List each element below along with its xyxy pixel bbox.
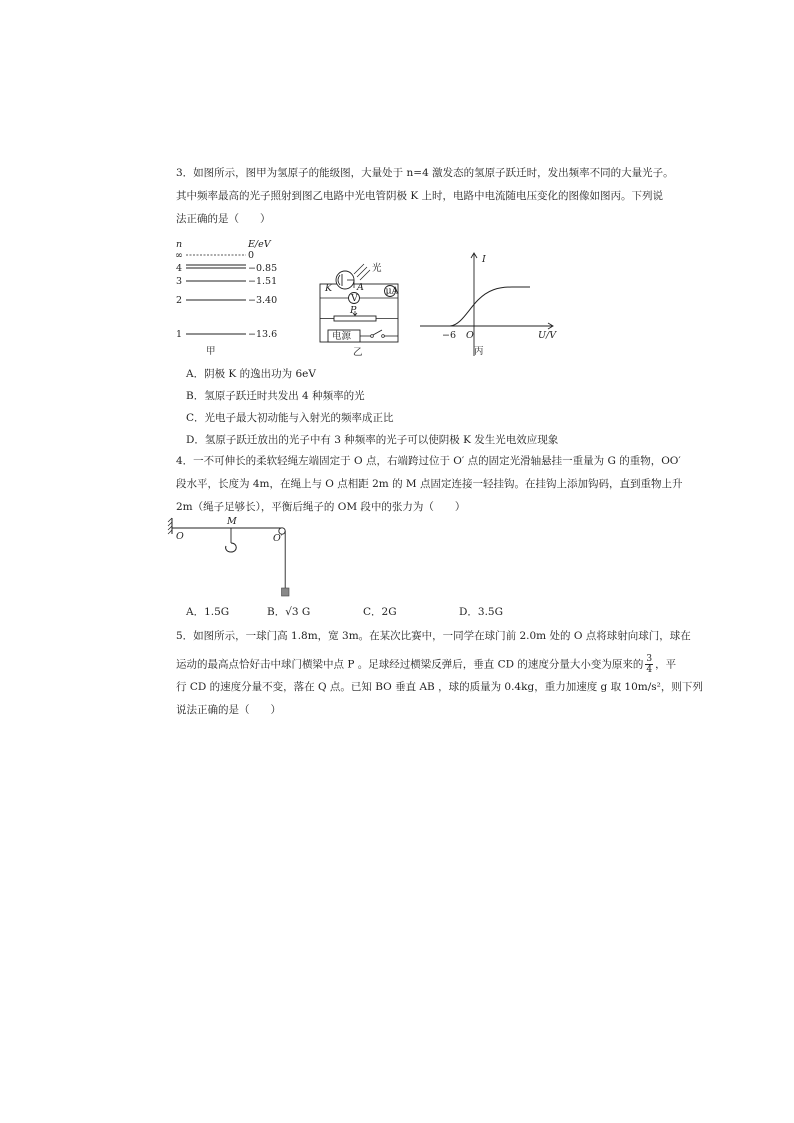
q4-line-2: 段水平，长度为 4m，在绳上与 O 点相距 2m 的 M 点固定连接一轻挂钩。在挂钩上添加钩码，直到重物上升 <box>176 478 683 490</box>
q4-option-a[interactable]: A．1.5G <box>186 606 230 618</box>
point-o-prime-label: O′ <box>273 533 283 544</box>
level-n-label: 1 <box>176 329 183 340</box>
q5-line-1: 5．如图所示，一球门高 1.8m，宽 3m。在某次比赛中，一同学在球门前 2.0m 处的 O 点将球射向球门，球在 <box>176 630 691 642</box>
q3-line-3: 法正确的是（ ） <box>176 213 271 225</box>
point-m-label: M <box>227 516 237 527</box>
q4-line-1: 4．一不可伸长的柔软轻绳左端固定于 O 点，右端跨过位于 O′ 点的固定光滑轴悬挂一重量为 G 的重物，OO′ <box>176 455 681 467</box>
tick-label: −6 <box>442 330 457 341</box>
q3-line-1: 3．如图所示，图甲为氢原子的能级图，大量处于 n=4 激发态的氢原子跃迁时，发出频率不同的大量光子。 <box>176 167 674 179</box>
anode-label: A <box>357 282 364 293</box>
slider-label: P <box>350 305 357 316</box>
q3-option-c[interactable]: C．光电子最大初动能与入射光的频率成正比 <box>186 412 394 424</box>
microammeter-label: μA <box>385 285 399 297</box>
switch-icon <box>373 330 382 335</box>
energy-axis-label: E/eV <box>248 239 271 250</box>
y-axis-label: I <box>482 254 486 265</box>
q5-line-3: 行 CD 的速度分量不变，落在 Q 点。已知 BO 垂直 AB ，球的质量为 0.4kg，重力加速度 g 取 10m/s²，则下列 <box>176 681 703 693</box>
light-label: 光 <box>372 263 382 274</box>
q4-option-d[interactable]: D．3.5G <box>459 606 504 618</box>
n-axis-label: n <box>176 239 183 250</box>
fraction-three-quarters <box>645 654 653 675</box>
point-o-label: O <box>176 531 184 542</box>
q4-line-3: 2m（绳子足够长），平衡后绳子的 OM 段中的张力为（ ） <box>176 501 466 513</box>
level-energy-label: 0 <box>248 250 255 261</box>
level-n-label: 3 <box>176 276 183 287</box>
q5-line-4: 说法正确的是（ ） <box>176 704 281 716</box>
q4-option-c[interactable]: C．2G <box>363 606 397 618</box>
level-n-label: 2 <box>176 295 183 306</box>
level-n-label: 4 <box>176 263 183 274</box>
voltmeter-label: V <box>351 293 358 304</box>
q5-line-2-tail: ，平 <box>655 658 677 671</box>
light-arrow-icon <box>354 264 364 274</box>
hook-icon <box>226 543 237 552</box>
q5-line-2-text: 运动的最高点恰好击中球门横梁中点 P 。足球经过横梁反弹后，垂直 CD 的速度分量大小变为原来的 <box>176 658 644 671</box>
fraction-denominator: 4 <box>646 665 653 675</box>
q4-option-b[interactable]: B．√3 G <box>267 606 311 618</box>
origin-label: O <box>466 330 474 341</box>
iv-curve <box>450 287 530 326</box>
q3-option-d[interactable]: D．氢原子跃迁放出的光子中有 3 种频率的光子可以使阴极 K 发生光电效应现象 <box>186 434 559 446</box>
figure-caption-yi: 乙 <box>353 347 363 358</box>
rheostat-icon <box>334 316 376 321</box>
fraction-numerator: 3 <box>646 654 653 664</box>
power-source-label: 电源 <box>332 331 352 342</box>
figure-caption-bing: 丙 <box>474 346 484 357</box>
level-energy-label: −0.85 <box>248 263 278 274</box>
current-voltage-graph <box>416 250 566 360</box>
figure-caption-jia: 甲 <box>206 346 216 357</box>
photoelectric-circuit <box>312 258 402 358</box>
level-n-label: ∞ <box>175 250 183 261</box>
q5-line-2 <box>176 654 676 675</box>
q3-option-a[interactable]: A．阴极 K 的逸出功为 6eV <box>186 368 316 380</box>
level-energy-label: −1.51 <box>248 276 278 287</box>
q3-line-2: 其中频率最高的光子照射到图乙电路中光电管阴极 K 上时，电路中电流随电压变化的图像如图丙。下列说 <box>176 190 664 202</box>
energy-level-diagram <box>172 238 292 358</box>
rope-pulley-diagram <box>166 514 306 604</box>
weight-block <box>282 588 290 596</box>
level-energy-label: −3.40 <box>248 295 278 306</box>
x-axis-label: U/V <box>538 330 557 341</box>
q3-option-b[interactable]: B．氢原子跃迁时共发出 4 种频率的光 <box>186 390 365 402</box>
cathode-label: K <box>325 283 333 294</box>
level-energy-label: −13.6 <box>248 329 278 340</box>
